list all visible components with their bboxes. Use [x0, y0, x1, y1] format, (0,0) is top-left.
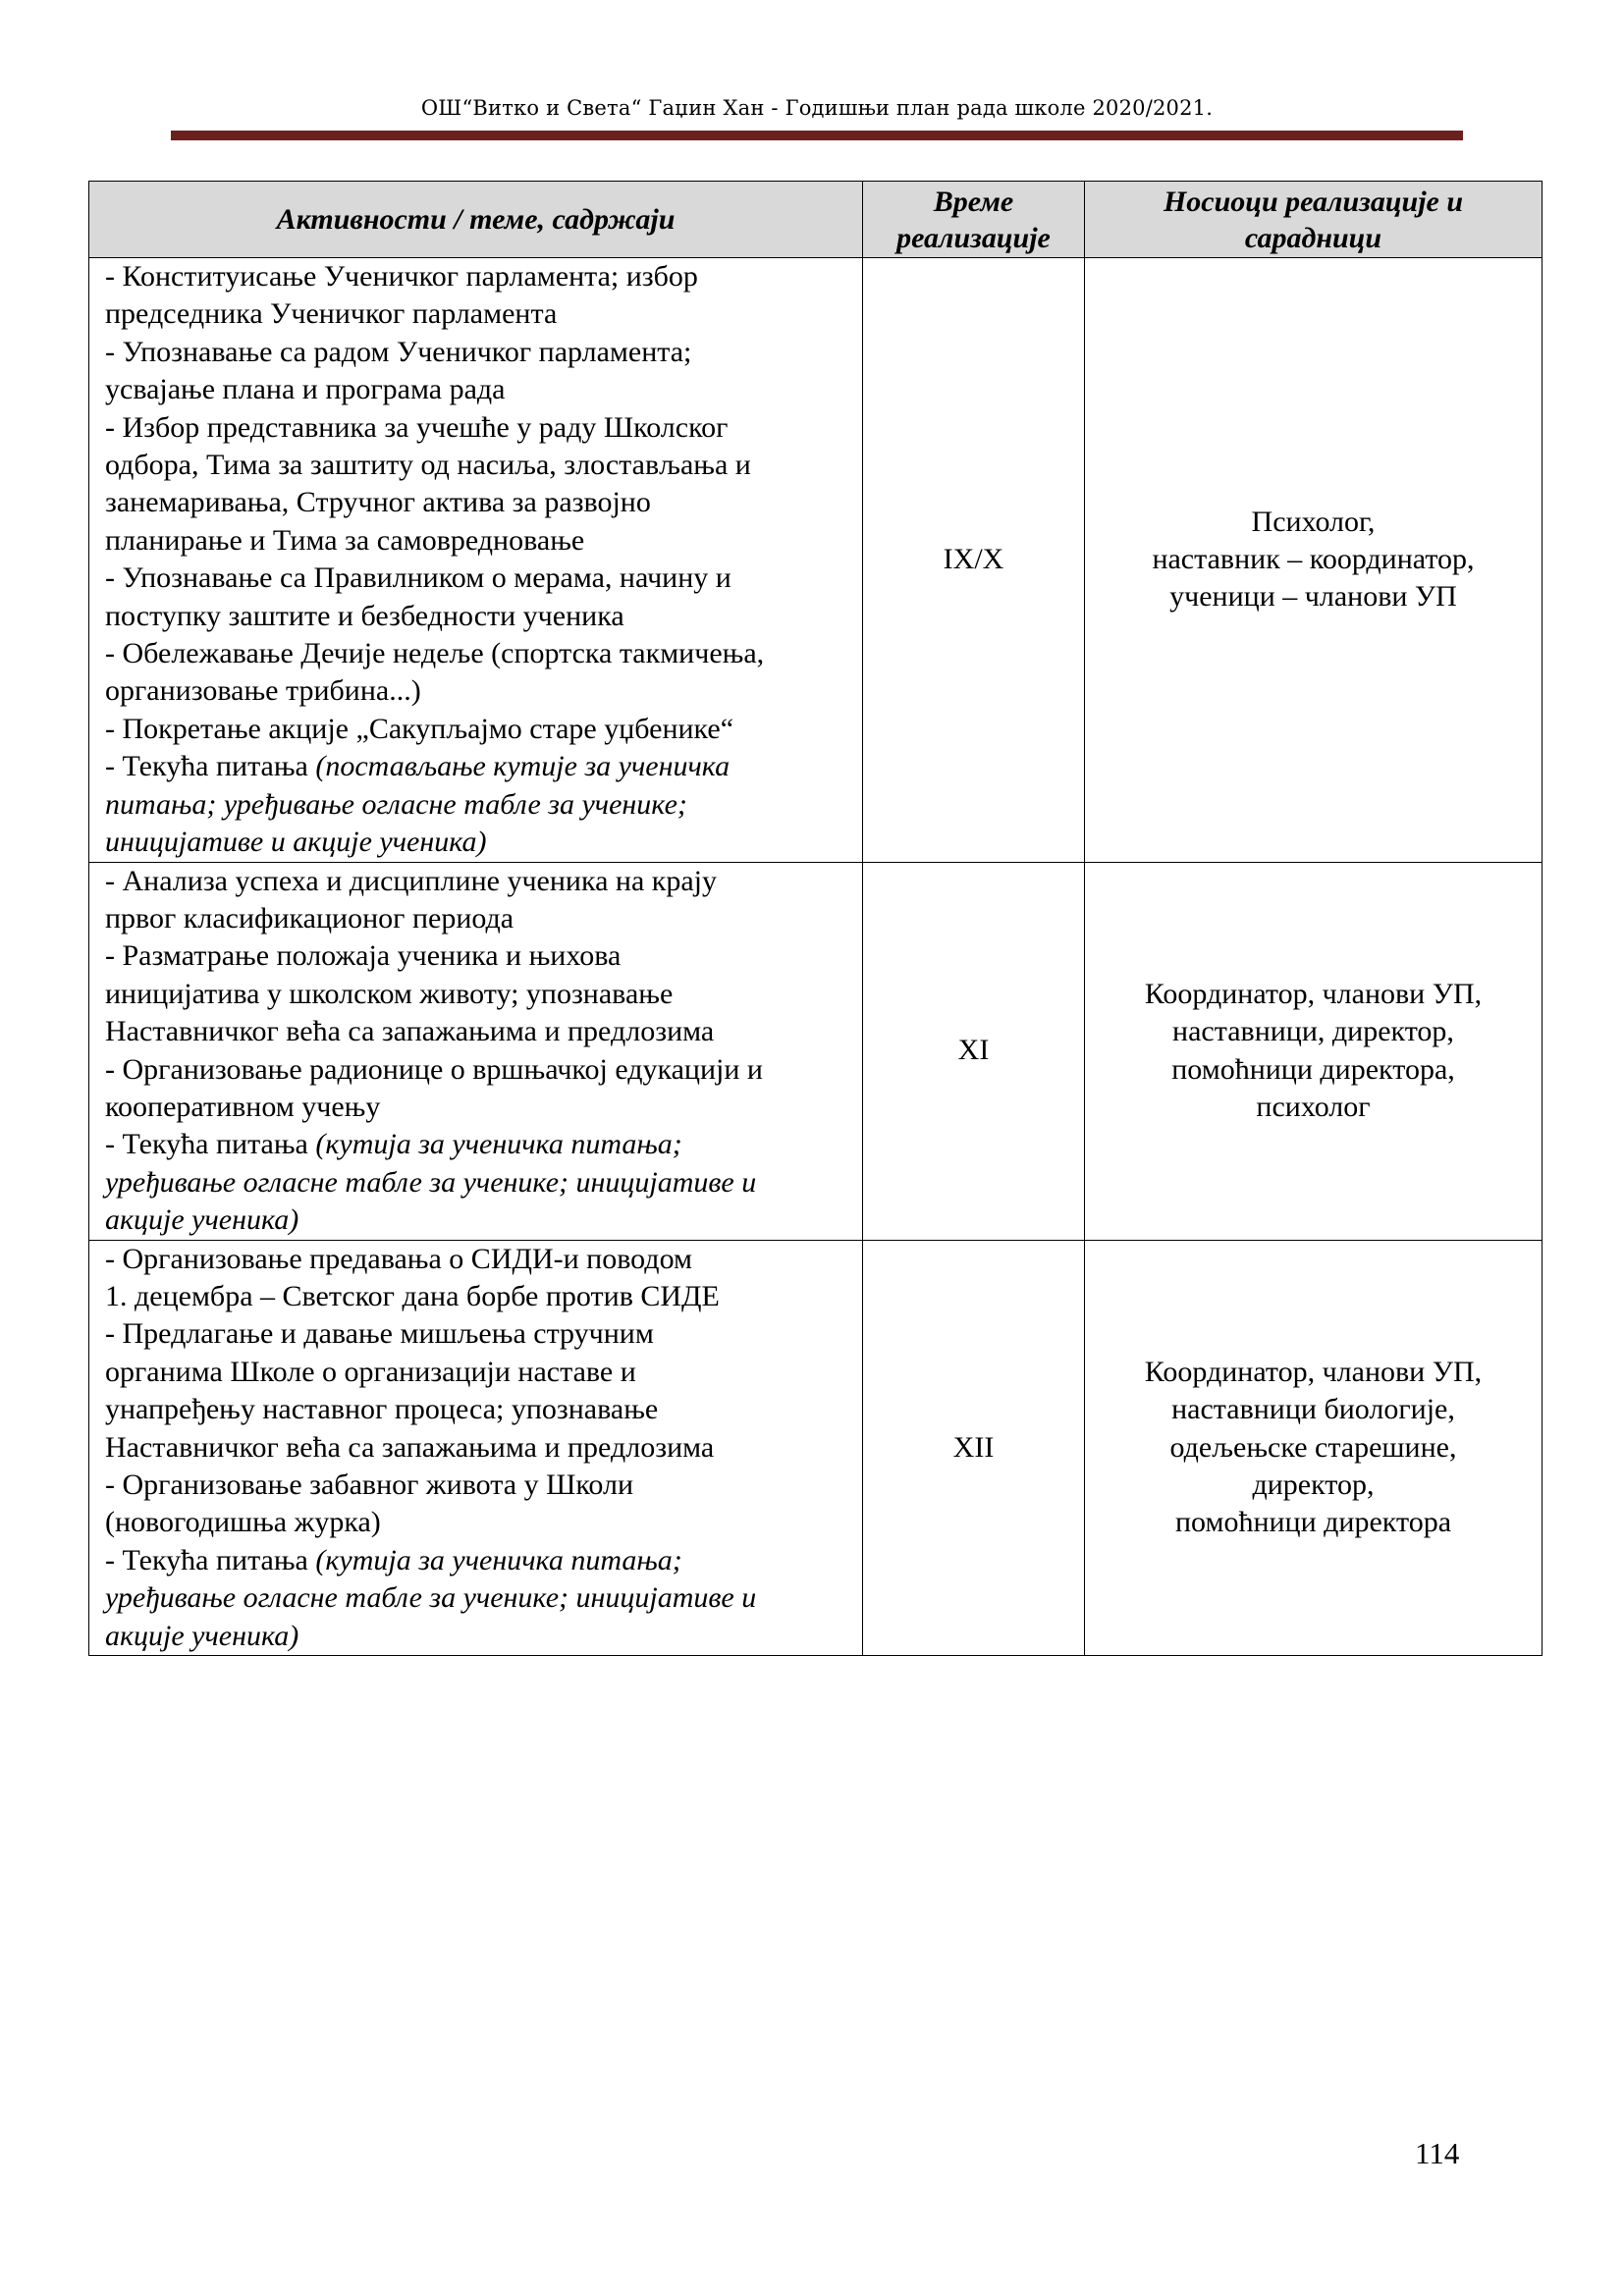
activity-line: председника Ученичког парламента: [105, 297, 558, 331]
current-issues-details: (кутија за ученичка питања;: [315, 1543, 682, 1576]
current-issues-line: [105, 1201, 852, 1239]
col-header-responsible: [1085, 182, 1543, 258]
current-issues-details: акције ученика): [105, 1203, 299, 1237]
activity-line: - Конституисање Ученичког парламента; избор: [105, 260, 698, 293]
activity-line: органима Школе о организацији наставе и: [105, 1355, 636, 1388]
current-issues-details: акције ученика): [105, 1619, 299, 1652]
responsible-line: одељењске старешине,: [1169, 1430, 1457, 1464]
responsible-cell: [1085, 258, 1543, 863]
activity-line: (новогодишња журка): [105, 1506, 381, 1539]
responsible-line: ученици – чланови УП: [1169, 580, 1457, 614]
responsible-cell: [1085, 1240, 1543, 1655]
current-issues-details: питања; уређивање огласне табле за ученике;: [105, 787, 687, 821]
responsible-line: помоћници директора: [1174, 1506, 1452, 1539]
current-issues-label: - Текућа питања: [105, 1128, 316, 1161]
current-issues-line: [105, 1542, 852, 1579]
responsible-cell: [1085, 862, 1543, 1240]
responsible-line: психолог: [1256, 1090, 1371, 1123]
activity-line: одбора, Тима за заштиту од насиља, злостављања и: [105, 449, 751, 482]
activity-line: - Упознавање са Правилником о мерама, начину и: [105, 561, 731, 595]
time-cell: XI: [863, 862, 1085, 1240]
activity-line: иницијатива у школском животу; упознавање: [105, 977, 674, 1010]
responsible-line: Координатор, чланови УП,: [1144, 977, 1483, 1010]
activity-line: - Анализа успеха и дисциплине ученика на крају: [105, 864, 717, 897]
activity-line: - Избор представника за учешће у раду Школског: [105, 410, 729, 444]
current-issues-details: (кутија за ученичка питања;: [315, 1128, 682, 1161]
activity-line: планирање и Тима за самовредновање: [105, 523, 585, 557]
current-issues-details: уређивање огласне табле за ученике; иницијативе и: [105, 1165, 757, 1199]
current-issues-details: (постављање кутије за ученичка: [315, 750, 731, 783]
current-issues-line: [105, 1164, 852, 1201]
current-issues-label: - Текућа питања: [105, 1543, 316, 1576]
activity-line: - Организовање предавања о СИДИ-и поводом: [105, 1242, 692, 1275]
table-row: [89, 258, 1543, 863]
activity-line: - Разматрање положаја ученика и њихова: [105, 939, 622, 973]
current-issues-details: иницијативе и акције ученика): [105, 826, 487, 859]
header-rule: [171, 131, 1463, 140]
current-issues-line: [105, 786, 852, 824]
col-header-time: [863, 182, 1085, 258]
responsible-line: директор,: [1252, 1468, 1375, 1501]
table-row: [89, 1240, 1543, 1655]
activity-line: - Обележавање Дечије недеље (спортска такмичења,: [105, 637, 765, 670]
current-issues-line: [105, 1618, 852, 1655]
activity-line: - Покретање акције „Сакупљајмо старе уџбенике“: [105, 712, 734, 745]
responsible-line: наставници биологије,: [1171, 1393, 1455, 1426]
responsible-line: наставници, директор,: [1172, 1015, 1454, 1048]
page-number: 114: [1415, 2136, 1460, 2170]
responsible-line: Психолог,: [1251, 505, 1376, 538]
activity-line: - Организовање забавног живота у Школи: [105, 1468, 634, 1501]
responsible-line: наставник – координатор,: [1152, 543, 1475, 576]
current-issues-line: [105, 1126, 852, 1163]
time-cell: IX/X: [863, 258, 1085, 863]
activity-line: усвајање плана и програма рада: [105, 373, 506, 406]
time-cell: XII: [863, 1240, 1085, 1655]
col-header-time-line: Време: [933, 185, 1014, 218]
activity-line: - Упознавање са радом Ученичког парламента;: [105, 335, 692, 368]
activities-cell: [89, 862, 863, 1240]
current-issues-details: уређивање огласне табле за ученике; иницијативе и: [105, 1581, 757, 1615]
activities-table: [88, 181, 1543, 1656]
activity-line: првог класификационог периода: [105, 901, 514, 934]
col-header-responsible-line: Носиоци реализације и: [1163, 185, 1464, 218]
current-issues-line: [105, 824, 852, 861]
activity-line: - Организовање радионице о вршњачкој едукацији и: [105, 1052, 763, 1086]
activity-line: Наставничког већа са запажањима и предлозима: [105, 1430, 715, 1464]
col-header-responsible-line: сарадници: [1244, 221, 1382, 254]
col-header-time-line: реализације: [896, 221, 1051, 254]
activity-line: занемаривања, Стручног актива за развојно: [105, 486, 651, 519]
current-issues-line: [105, 1579, 852, 1617]
responsible-line: Координатор, чланови УП,: [1144, 1355, 1483, 1388]
activity-line: поступку заштите и безбедности ученика: [105, 599, 624, 632]
activity-line: 1. децембра – Светског дана борбе против СИДЕ: [105, 1279, 720, 1312]
col-header-activities: Активности / теме, садржаји: [89, 182, 863, 258]
table-row: [89, 862, 1543, 1240]
current-issues-line: [105, 748, 852, 785]
current-issues-label: - Текућа питања: [105, 750, 316, 783]
activity-line: организовање трибина...): [105, 674, 421, 708]
activity-line: - Предлагање и давање мишљења стручним: [105, 1317, 654, 1351]
activities-cell: [89, 258, 863, 863]
activity-line: унапређењу наставног процеса; упознавање: [105, 1393, 659, 1426]
table-header-row: [89, 182, 1543, 258]
activity-line: кооперативном учењу: [105, 1090, 381, 1123]
activity-line: Наставничког већа са запажањима и предлозима: [105, 1015, 715, 1048]
activities-cell: [89, 1240, 863, 1655]
document-header: ОШ“Витко и Света“ Гаџин Хан - Годишњи план рада школе 2020/2021.: [420, 96, 1214, 120]
responsible-line: помоћници директора,: [1171, 1052, 1455, 1086]
